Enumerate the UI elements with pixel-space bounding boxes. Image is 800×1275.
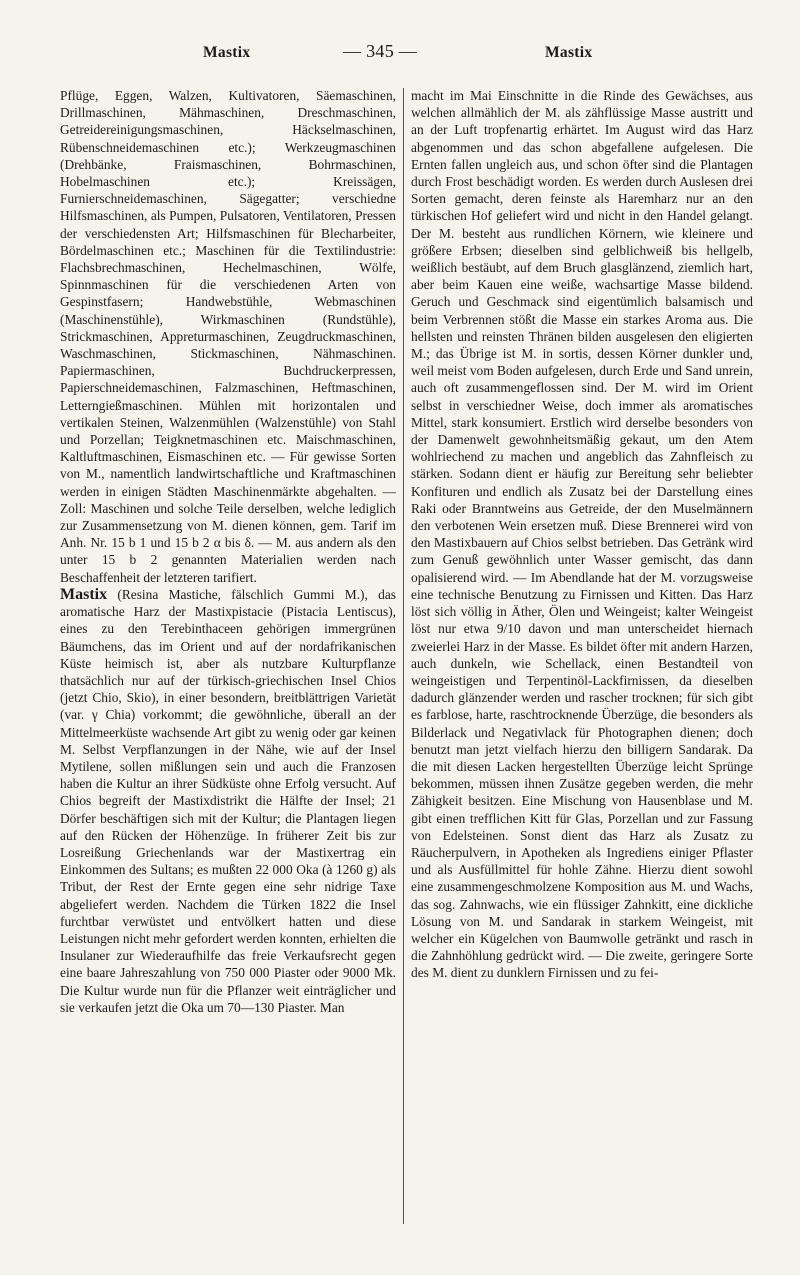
mastix-entry-paragraph [60,586,396,1016]
page-header [60,41,760,68]
mastix-continuation-paragraph: macht im Mai Einschnitte in die Rinde des Gewächses, aus welchen allmählich der M. als zähflüssige Masse austritt und an der Luft tropfenartig erhärtet. Im August wird das Harz abgenommen und das schon abgefallene aufgelesen. Die Ernten fallen ungleich aus, und schon öfter sind die Plantagen durch Frost beschädigt worden. Es werden durch Auslesen drei Sorten gemacht, deren feinste als Haremharz nur an den türkischen Hof geliefert wird und nicht in den Handel gelangt. Der M. besteht aus rundlichen Körnern, wie kleinere und größere Erbsen; dieselben sind gelblichweiß bis hellgelb, weißlich bestäubt, auf dem Bruch glasglänzend, ziemlich hart, aber beim Kauen eine weiße, wachsartige Masse bildend. Geruch und Geschmack sind eigentümlich balsamisch und beim Verbrennen stößt die Masse ein starkes Aroma aus. Die hellsten und reinsten Thränen bilden ausgelesen den eligierten M.; das Übrige ist M. in sortis, dessen Körner dunkler und, weil meist vom Boden aufgelesen, durch Erde und Sand unrein, auch oft zusammengeflossen sind. Der M. wird im Orient selbst in verschiedner Weise, doch immer als aromatisches Mittel, stark konsumiert. Erstlich wird derselbe besonders von der Damenwelt gewohnheitsmäßig gekaut, um den Atem wohlriechend zu machen und angeblich das Zahnfleisch zu stärken. Sodann dient er häufig zur Bereitung sehr beliebter Konfituren und endlich als Zusatz bei der Darstellung eines Raki oder Branntweins aus Getreide, der den Muselmännern den verbotenen Wein ersetzen muß. Diese Brennerei wird von den Mastixbauern auf Chios selbst betrieben. Das Getränk wird zum Genuß gewöhnlich unter Wasser gemischt, das dann opalisierend wird. — Im Abendlande hat der M. vorzugsweise eine technische Benutzung zu Firnissen und Kitten. Das Harz löst sich völlig in Äther, Ölen und Weingeist; kalter Weingeist löst nur etwa 9/10 davon und man unterscheidet hiernach zweierlei Harz in der Masse. Es bildet öfter mit andern Harzen, auch dunkeln, wie Schellack, einen Bestandteil von weingeistigen und Terpentinöl-Lackfirnissen, da dieselben dadurch glänzender werden und rascher trocknen; für sich gibt es farblose, harte, raschtrocknende Überzüge, die besonders als Bilderlack und Negativlack für Photographen dienen; doch benutzt man jetzt vielfach hierzu den billigern Sandarak. Da die mit diesen Lacken hergestellten Überzüge leicht Sprünge bekommen, müssen ihnen Zusätze gegeben werden, die mehr Zähigkeit besitzen. Eine Mischung von Hausenblase und M. gibt einen trefflichen Kitt für Glas, Porzellan und zur Fassung von Edelsteinen. Sonst dient das Harz als Zusatz zu Räucherpulvern, in Apotheken als Ingrediens einiger Pflaster und als Ausfüllmittel für hohle Zähne. Hierzu dient sowohl eine zusammengeschmolzene Komposition aus M. und Wachs, das sog. Zahnwachs, wie ein flüssiger Zahnkitt, eine dickliche Lösung von M. und Sandarak in starkem Weingeist, mit welcher ein Kügelchen von Baumwolle getränkt und rasch in die Zahnhöhlung gedrückt wird. — Die zweite, geringere Sorte des M. dient zu dunklern Firnissen und zu fei- [411,88,753,981]
mastix-entry-text: (Resina Mastiche, fälschlich Gummi M.), das aromatische Harz der Mastixpistacie (Pistacia Lentiscus), eines zu den Terebinthaceen gehörigen immergrünen Bäumchens, das im Orient und auf der nordafrikanischen Küste heimisch ist, aber als nutzbare Kulturpflanze thatsächlich nur auf der türkisch-griechischen Insel Chios (jetzt Chio, Skio), in einer besondern, breitblättrigen Varietät (var. γ Chia) vorkommt; die gewöhnliche, überall an der Mittelmeerküste wachsende Art gibt zu wenig oder gar keinen M. Selbst Verpflanzungen in der Nähe, wie auf der Insel Mytilene, sollen mißlungen sein und auch die Franzosen haben die Kultur an ihrer Südküste ohne Erfolg versucht. Auf Chios begreift der Mastixdistrikt die Hälfte der Insel; 21 Dörfer beschäftigen sich mit der Kultur; die Plantagen liegen auf den Rücken der Höhenzüge. In früherer Zeit bis zur Losreißung Griechenlands war der Mastixertrag ein Einkommen des Sultans; es mußten 22 000 Oka (à 1260 g) als Tribut, der Rest der Ernte gegen eine sehr nidrige Taxe abgeliefert werden. Nachdem die Türken 1822 die Insel furchtbar verwüstet und entvölkert hatten und diese Leistungen nicht mehr gefordert werden konnten, erhielten die Insulaner zur Wiederaufhilfe das freie Verkaufsrecht gegen eine baare Jahreszahlung von 750 000 Piaster oder 9000 Mk. Die Kultur wurde nun für die Pflanzer weit einträglicher und sie verkaufen jetzt die Oka um 70—130 Piaster. Man [60,586,396,1015]
left-column [60,87,396,1237]
page-number: — 345 — [343,41,418,61]
header-right-keyword: Mastix [545,44,593,61]
header-left-keyword: Mastix [203,44,251,61]
machinery-continuation-paragraph: Pflüge, Eggen, Walzen, Kultivatoren, Säemaschinen, Drillmaschinen, Mähmaschinen, Dreschmaschinen, Getreidereinigungsmaschinen, Häckselmaschinen, Rübenschneidemaschinen etc.); Werkzeugmaschinen (Drehbänke, Fraismaschinen, Bohrmaschinen, Hobelmaschinen etc.); Kreissägen, Furnierschneidemaschinen, Sägegatter; verschiedne Hilfsmaschinen, als Pumpen, Pulsatoren, Ventilatoren, Pressen der verschiedensten Art; Hilfsmaschinen für Blecharbeiter, Bördelmaschinen etc.; Maschinen für die Textilindustrie: Flachsbrechmaschinen, Hechelmaschinen, Wölfe, Spinnmaschinen für die verschiedenen Arten von Gespinstfasern; Handwebstühle, Webmaschinen (Maschinenstühle), Wirkmaschinen (Rundstühle), Strickmaschinen, Appreturmaschinen, Zeugdruckmaschinen, Waschmaschinen, Stickmaschinen, Nähmaschinen. Papiermaschinen, Buchdruckerpressen, Papierschneidemaschinen, Falzmaschinen, Heftmaschinen, Letterngießmaschinen. Mühlen mit horizontalen und vertikalen Steinen, Walzenmühlen (Walzenstühle) von Stahl und Porzellan; Teigknetmaschinen etc. Maischmaschinen, Kaltluftmaschinen, Eismaschinen etc. — Für gewisse Sorten von M., namentlich landwirtschaftliche und Kraftmaschinen werden in einigen Städten Maschinenmärkte abgehalten. — Zoll: Maschinen und solche Teile derselben, welche lediglich zur Zusammensetzung von M. dienen können, gem. Tarif im Anh. Nr. 15 b 1 und 15 b 2 α bis δ. — M. aus andern als den unter 15 b 2 genannten Materialien werden nach Beschaffenheit der letzteren tarifiert. [60,88,396,585]
column-divider [403,88,404,1224]
right-column [411,87,753,1237]
entry-headword: Mastix [60,585,108,603]
